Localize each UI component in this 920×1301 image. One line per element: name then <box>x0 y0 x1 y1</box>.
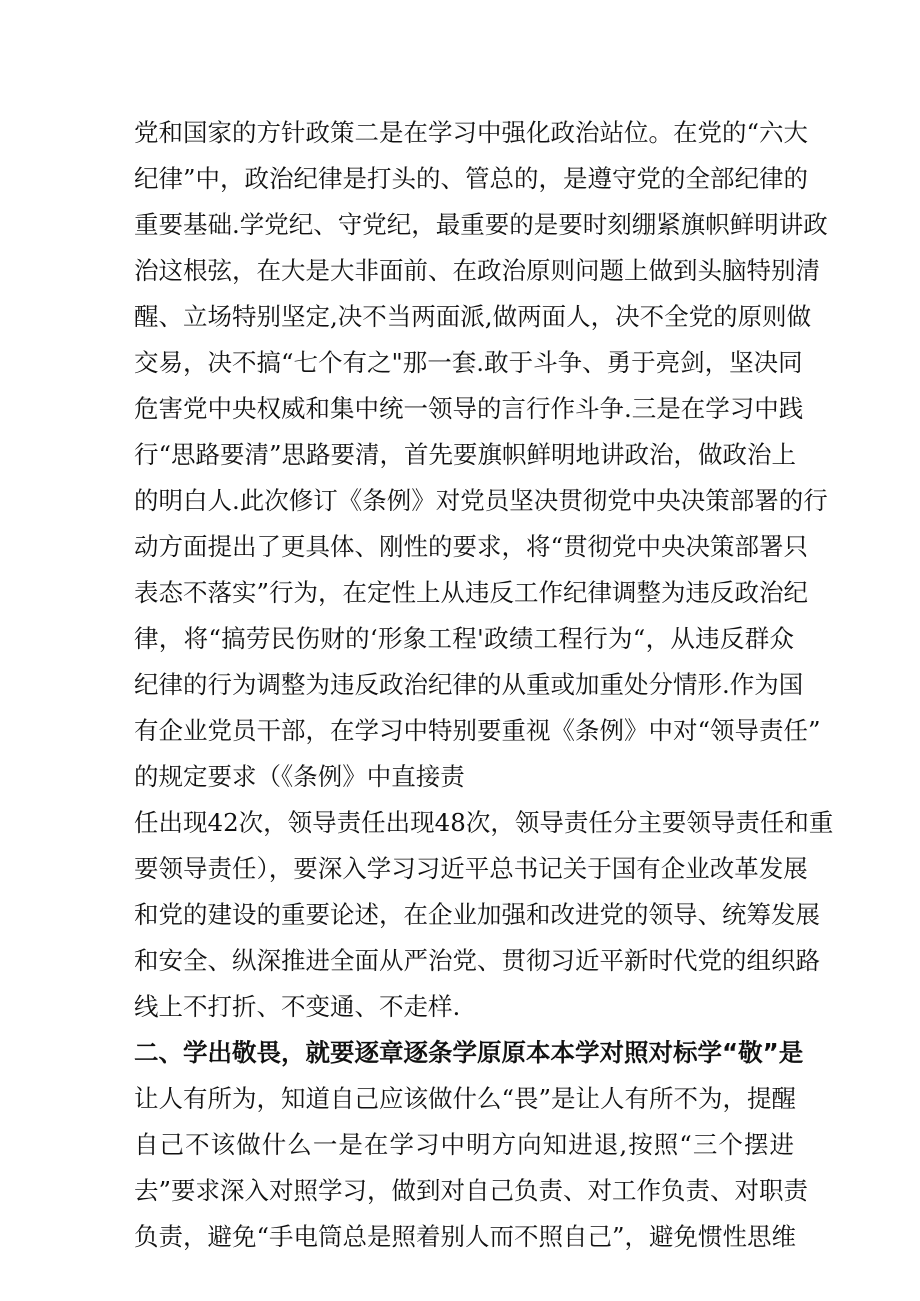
paragraph-line: 有企业党员干部，在学习中特别要重视《条例》中对“领导责任” <box>134 716 821 745</box>
paragraph-line: 线上不打折、不变通、不走样. <box>134 992 461 1021</box>
document-body <box>134 110 834 1260</box>
paragraph-line: 和党的建设的重要论述，在企业加强和改进党的领导、统筹发展 <box>134 900 820 929</box>
paragraph-line: 表态不落实”行为，在定性上从违反工作纪律调整为违反政治纪 <box>134 578 809 607</box>
paragraph-line: 要领导责任），要深入学习习近平总书记关于国有企业改革发展 <box>134 854 808 883</box>
paragraph-line: 去”要求深入对照学习，做到对自己负责、对工作负责、对职责 <box>134 1176 809 1205</box>
paragraph-line: 任出现42次，领导责任出现48次，领导责任分主要领导责任和重 <box>134 808 834 837</box>
paragraph-line: 纪律的行为调整为违反政治纪律的从重或加重处分情形.作为国 <box>134 670 804 699</box>
paragraph-line: 负责，避免“手电筒总是照着别人而不照自己”，避免惯性思维 <box>134 1222 797 1251</box>
paragraph-line: 动方面提出了更具体、刚性的要求，将“贯彻党中央决策部署只 <box>134 532 809 561</box>
paragraph-line: 危害党中央权威和集中统一领导的言行作斗争.三是在学习中践 <box>134 394 804 423</box>
paragraph-line: 重要基础.学党纪、守党纪，最重要的是要时刻绷紧旗帜鲜明讲政 <box>134 210 828 239</box>
paragraph-line: 让人有所为，知道自己应该做什么“畏”是让人有所不为，提醒 <box>134 1084 797 1113</box>
paragraph-line: 行“思路要清”思路要清，首先要旗帜鲜明地讲政治，做政治上 <box>134 440 797 469</box>
paragraph-line: 的规定要求（《条例》中直接责 <box>134 762 465 791</box>
paragraph-line: 律，将“搞劳民伤财的‘形象工程'政绩工程行为“，从违反群众 <box>134 624 794 653</box>
paragraph-line: 自己不该做什么一是在学习中明方向知进退,按照“三个摆进 <box>134 1130 794 1159</box>
paragraph-line: 的明白人.此次修订《条例》对党员坚决贯彻党中央决策部署的行 <box>134 486 828 515</box>
paragraph-line: 纪律”中，政治纪律是打头的、管总的，是遵守党的全部纪律的 <box>134 164 809 193</box>
paragraph-line: 治这根弦，在大是大非面前、在政治原则问题上做到头脑特别清 <box>134 256 820 285</box>
paragraph-line: 和安全、纵深推进全面从严治党、贯彻习近平新时代党的组织路 <box>134 946 820 975</box>
paragraph-line: 党和国家的方针政策二是在学习中强化政治站位。在党的“六大 <box>134 118 809 147</box>
paragraph-line: 交易，决不搞“七个有之"那一套.敢于斗争、勇于亮剑，坚决同 <box>134 348 803 377</box>
section-heading: 二、学出敬畏，就要逐章逐条学原原本本学对照对标学“敬”是 <box>134 1038 804 1067</box>
paragraph-line: 醒、立场特别坚定,决不当两面派,做两面人，决不全党的原则做 <box>134 302 812 331</box>
